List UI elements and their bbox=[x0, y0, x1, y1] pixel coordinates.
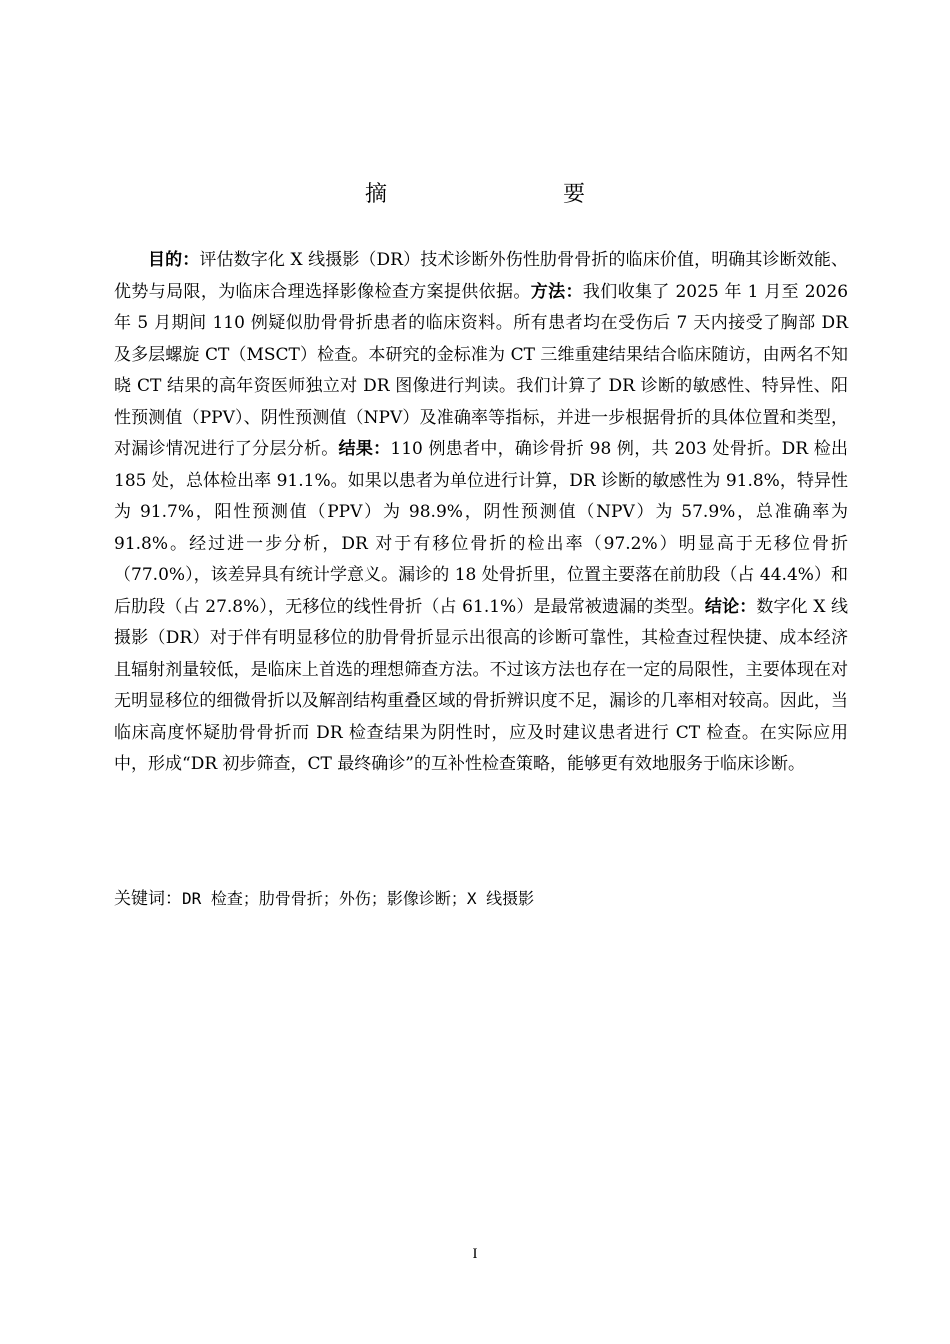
results-text: 110 例患者中，确诊骨折 98 例，共 203 处骨折。DR 检出 185 处，总体检出率 91.1%。如果以患者为单位进行计算，DR 诊断的敏感性为 91.8%，特异性为 91.7%，阳性预测值（PPV）为 98.9%，阴性预测值（NPV）为 57.9%，总准确率为 91.8%。经过进一步分析，DR 对于有移位骨折的检出率（97.2%）明显高于无移位骨折（77.0%），该差异具有统计学意义。漏诊的 18 处骨折里，位置主要落在前肋段（占 44.4%）和后肋段（占 27.8%），无移位的线性骨折（占 61.1%）是最常被遗漏的类型。 bbox=[114, 439, 849, 617]
objective-label: 目的： bbox=[148, 250, 200, 270]
keywords-label: 关键词： bbox=[114, 889, 182, 909]
keywords-line bbox=[114, 884, 848, 914]
abstract-body bbox=[114, 245, 848, 781]
conclusion-label: 结论： bbox=[704, 596, 757, 617]
keywords-text: DR 检查；肋骨骨折；外伤；影像诊断；X 线摄影 bbox=[182, 889, 535, 908]
methods-text: 我们收集了 2025 年 1 月至 2026 年 5 月期间 110 例疑似肋骨骨折患者的临床资料。所有患者均在受伤后 7 天内接受了胸部 DR 及多层螺旋 CT（MSCT）检查。本研究的金标准为 CT 三维重建结果结合临床随访，由两名不知晓 CT 结果的高年资医师独立对 DR 图像进行判读。我们计算了 DR 诊断的敏感性、特异性、阳性预测值（PPV）、阴性预测值（NPV）及准确率等指标，并进一步根据骨折的具体位置和类型，对漏诊情况进行了分层分析。 bbox=[114, 281, 849, 459]
conclusion-text: 数字化 X 线摄影（DR）对于伴有明显移位的肋骨骨折显示出很高的诊断可靠性，其检查过程快捷、成本经济且辐射剂量较低，是临床上首选的理想筛查方法。不过该方法也存在一定的局限性，主要体现在对无明显移位的细微骨折以及解剖结构重叠区域的骨折辨识度不足，漏诊的几率相对较高。因此，当临床高度怀疑肋骨骨折而 DR 检查结果为阴性时，应及时建议患者进行 CT 检查。在实际应用中，形成“DR 初步筛查，CT 最终确诊”的互补性检查策略，能够更有效地服务于临床诊断。 bbox=[114, 596, 848, 774]
methods-label: 方法： bbox=[530, 281, 583, 302]
results-label: 结果： bbox=[338, 439, 391, 459]
objective-text: 评估数字化 X 线摄影（DR）技术诊断外伤性肋骨骨折的临床价值，明确其诊断效能、优势与局限，为临床合理选择影像检查方案提供依据。 bbox=[114, 250, 849, 302]
page-number: I bbox=[472, 1246, 478, 1262]
page-title: 摘 要 bbox=[364, 182, 629, 207]
